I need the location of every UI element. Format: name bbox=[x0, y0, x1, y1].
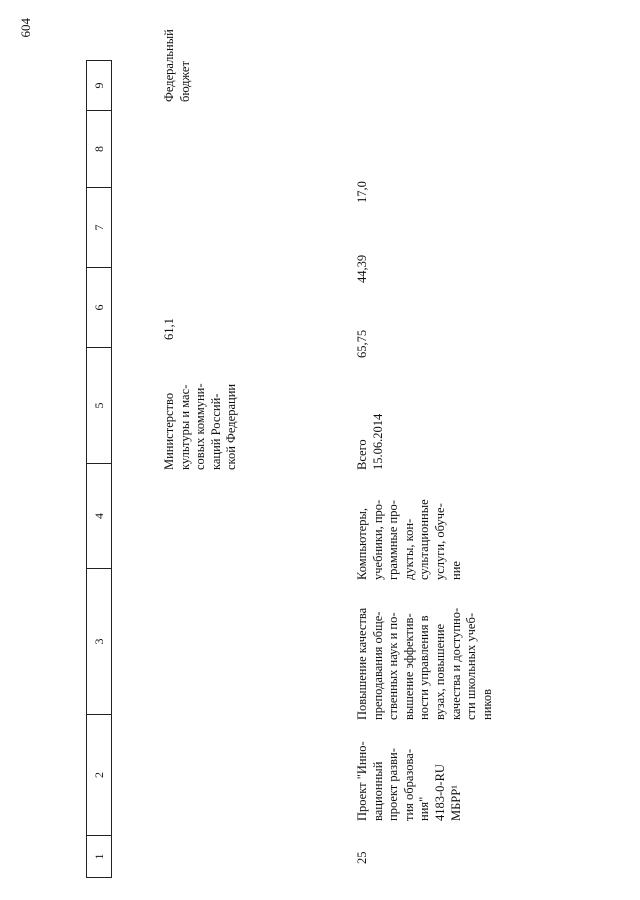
row-25-items-cell: Компьютеры, учебники, про- граммные про- дукты, кон- сультационные услуги, обуче- ние bbox=[355, 499, 463, 580]
column-number-9: 9 bbox=[91, 82, 106, 89]
page-number: 604 bbox=[18, 18, 33, 38]
column-number-6: 6 bbox=[87, 267, 111, 347]
column-number-2: 2 bbox=[87, 714, 111, 835]
row-25-executor-cell: Всего 15.06.2014 bbox=[355, 413, 385, 470]
row-25-project-cell: Проект "Инно- вационный проект разви- тия образова- ния" 4183-0-RU МБРР¹ bbox=[355, 741, 463, 821]
funding-source-cell: Федеральный бюджет bbox=[162, 29, 192, 102]
column-number-8: 8 bbox=[87, 110, 111, 187]
row-25-number: 25 bbox=[355, 851, 369, 864]
ministry-executor-cell: Министерство культуры и мас- совых коммуни- каций Россий- ской Федерации bbox=[162, 383, 239, 470]
row-25-col6-value: 65,75 bbox=[355, 329, 369, 358]
column-number-3: 3 bbox=[87, 568, 111, 714]
column-number-5: 5 bbox=[87, 347, 111, 463]
row-25-goal-cell: Повышение качества преподавания обще- ственных наук и по- вышение эффектив- ности управления в вузах, повышение качества и доступно- сти школьных учеб- ников bbox=[355, 607, 494, 720]
ministry-col6-value: 61,1 bbox=[162, 318, 176, 340]
column-number-7: 7 bbox=[87, 187, 111, 267]
table-header-row bbox=[86, 60, 112, 878]
row-25-col8-value: 17,0 bbox=[355, 181, 369, 203]
row-25-col7-value: 44,39 bbox=[355, 254, 369, 283]
column-number-4: 4 bbox=[87, 463, 111, 568]
column-number-1: 1 bbox=[87, 835, 111, 877]
